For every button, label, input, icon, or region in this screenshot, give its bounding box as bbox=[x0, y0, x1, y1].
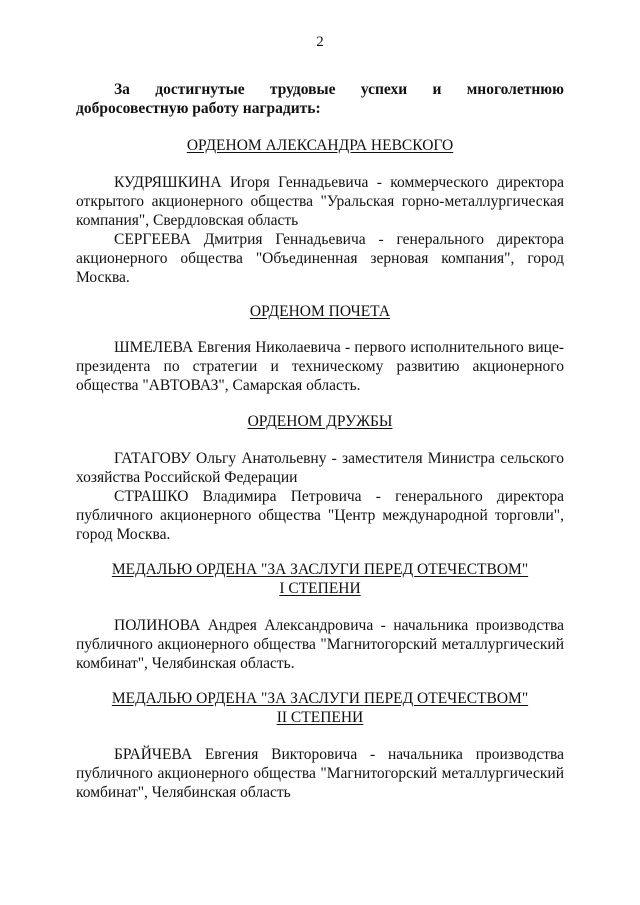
awardee-entry: СТРАШКО Владимира Петровича - генерального директора публичного акционерного общества "Центр международной торговли", город Москва. bbox=[76, 488, 564, 543]
award-heading-degree: II СТЕПЕНИ bbox=[276, 709, 364, 726]
award-heading-degree: I СТЕПЕНИ bbox=[279, 580, 361, 597]
award-heading-nevsky bbox=[76, 136, 564, 155]
intro-paragraph bbox=[76, 80, 564, 118]
award-heading-line: МЕДАЛЬЮ ОРДЕНА "ЗА ЗАСЛУГИ ПЕРЕД ОТЕЧЕСТВОМ" bbox=[111, 561, 529, 578]
awardee-entry: СЕРГЕЕВА Дмитрия Геннадьевича - генерального директора акционерного общества "Объединенная зерновая компания", город Москва. bbox=[76, 231, 564, 286]
award-heading-medal-1 bbox=[76, 560, 564, 598]
page-number: 2 bbox=[316, 34, 324, 50]
awardee-entry: БРАЙЧЕВА Евгения Викторовича - начальника производства публичного акционерного общества "Магнитогорский металлургический комбинат", Челябинская область bbox=[76, 746, 564, 801]
awardee-entry: КУДРЯШКИНА Игоря Геннадьевича - коммерческого директора открытого акционерного общества "Уральская горно-металлургическая компания", Свердловская область bbox=[76, 174, 564, 229]
award-heading-line: МЕДАЛЬЮ ОРДЕНА "ЗА ЗАСЛУГИ ПЕРЕД ОТЕЧЕСТВОМ" bbox=[111, 690, 529, 707]
award-heading-line: ОРДЕНОМ ПОЧЕТА bbox=[249, 303, 391, 320]
award-heading-honour bbox=[76, 302, 564, 321]
intro-line-1: За достигнутые трудовые успехи и многолетнюю bbox=[114, 81, 564, 98]
awardee-entry: ШМЕЛЕВА Евгения Николаевича - первого исполнительного вице-президента по стратегии и техническому развитию акционерного общества "АВТОВАЗ", Самарская область. bbox=[76, 339, 564, 394]
awardee-entry: ГАТАГОВУ Ольгу Анатольевну - заместителя Министра сельского хозяйства Российской Федерации bbox=[76, 450, 564, 486]
award-heading-line: ОРДЕНОМ ДРУЖБЫ bbox=[247, 413, 393, 430]
awardee-entry: ПОЛИНОВА Андрея Александровича - начальника производства публичного акционерного общества "Магнитогорский металлургический комбинат", Челябинская область. bbox=[76, 617, 564, 672]
award-heading-friendship bbox=[76, 412, 564, 431]
award-heading-medal-2 bbox=[76, 689, 564, 727]
award-heading-line: ОРДЕНОМ АЛЕКСАНДРА НЕВСКОГО bbox=[186, 137, 454, 154]
intro-line-2: добросовестную работу наградить: bbox=[76, 100, 321, 117]
